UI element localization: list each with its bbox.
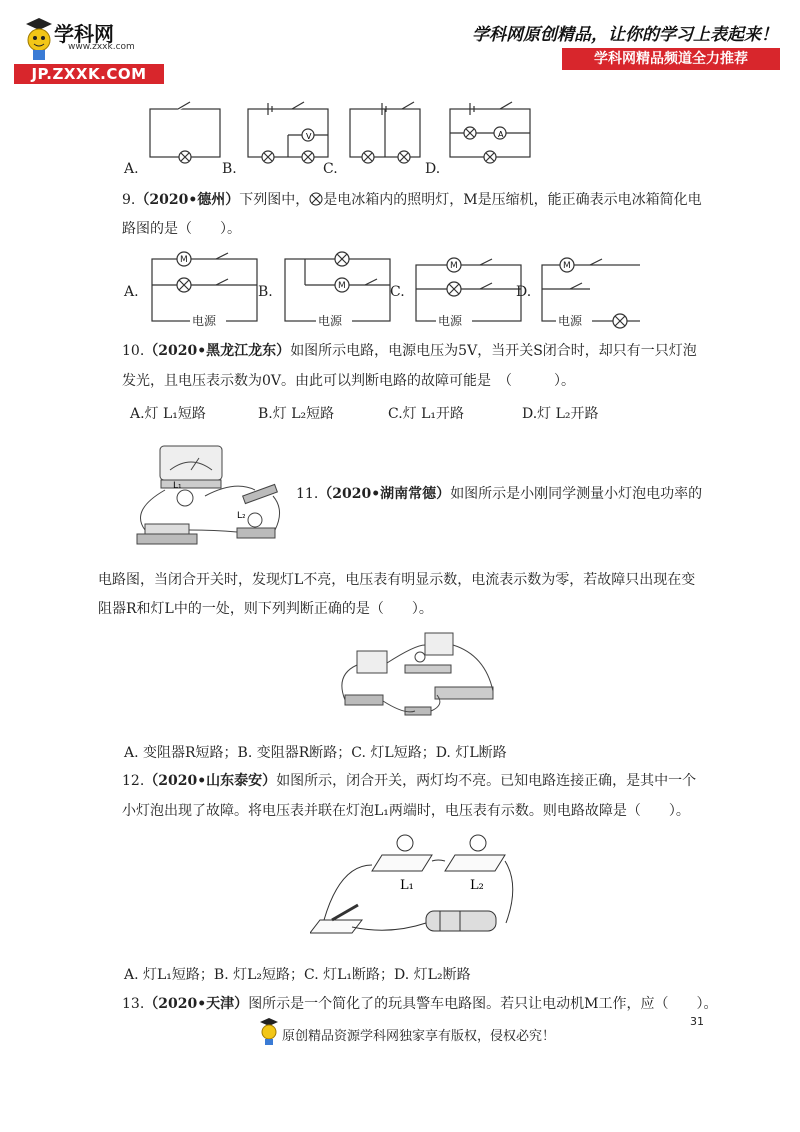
q9-line1: 9.（2020•德州）下列图中， 是电冰箱内的照明灯，M是压缩机，能正确表示电冰箱简化电 — [122, 192, 702, 208]
q10-option-d[interactable]: D.灯 L₂开路 — [522, 406, 599, 422]
footer-copyright: 原创精品资源学科网独家享有版权，侵权必究！ — [282, 1029, 556, 1044]
mascot-icon — [22, 14, 56, 62]
q8-option-b[interactable]: B. — [222, 161, 237, 177]
q12-answer-options[interactable]: A. 灯L₁短路；B. 灯L₂短路；C. 灯L₁断路；D. 灯L₂断路 — [124, 967, 471, 983]
q12-apparatus-figure — [310, 825, 525, 940]
q12-line2: 小灯泡出现了故障。将电压表并联在灯泡L₁两端时，电压表有示数。则电路故障是（ ）。 — [122, 803, 690, 819]
footer-mascot-icon — [258, 1016, 280, 1046]
q9-power-label-c: 电源 — [438, 314, 463, 328]
logo-url[interactable]: JP.ZXXK.COM — [14, 64, 164, 84]
header-tagline: 学科网精品频道全力推荐 — [562, 48, 780, 70]
q8-option-d[interactable]: D. — [425, 161, 441, 177]
q9-option-a[interactable]: A. — [124, 284, 139, 300]
q12-label-l1: L₁ — [400, 878, 414, 893]
q11-line1: 11.（2020•湖南常德）如图所示是小刚同学测量小灯泡电功率的 — [296, 486, 703, 502]
q10-line1: 10.（2020•黑龙江龙东）如图所示电路，电源电压为5V，当开关S闭合时，却只有一只灯泡 — [122, 343, 697, 359]
q9-option-d[interactable]: D. — [516, 284, 532, 300]
q10-label-l2: L₂ — [237, 511, 246, 521]
q10-option-a[interactable]: A.灯 L₁短路 — [130, 406, 206, 422]
q10-option-c[interactable]: C.灯 L₁开路 — [388, 406, 465, 422]
q9-line2: 路图的是（ ）。 — [122, 221, 241, 237]
q11-line3: 阻器R和灯L中的一处，则下列判断正确的是（ ）。 — [98, 601, 433, 617]
q13-line1: 13.（2020•天津）图所示是一个简化了的玩具警车电路图。若只让电动机M工作，应（ ）。 — [122, 996, 718, 1012]
q10-line2: 发光，且电压表示数为0V。由此可以判断电路的故障可能是 （ ）。 — [122, 373, 576, 389]
svg-text:A: A — [498, 130, 504, 139]
q9-option-c[interactable]: C. — [390, 284, 405, 300]
q11-line2: 电路图，当闭合开关时，发现灯L不亮，电压表有明显示数，电流表示数为零，若故障只出现在变 — [98, 572, 696, 588]
q11-answer-options[interactable]: A. 变阻器R短路；B. 变阻器R断路；C. 灯L短路；D. 灯L断路 — [124, 745, 507, 761]
q9-motor-label-c: M — [450, 261, 458, 271]
site-logo — [14, 14, 164, 83]
q12-line1: 12.（2020•山东泰安）如图所示，闭合开关，两灯均不亮。已知电路连接正确，是其中一个 — [122, 773, 697, 789]
page-number: 31 — [690, 1015, 704, 1028]
q9-power-label-a: 电源 — [192, 314, 217, 328]
q10-option-b[interactable]: B.灯 L₂短路 — [258, 406, 335, 422]
svg-text:V: V — [306, 132, 312, 141]
q9-circuit-diagrams — [120, 245, 640, 330]
q9-motor-label-d: M — [563, 261, 571, 271]
lamp-symbol-icon — [309, 192, 323, 206]
q12-label-l2: L₂ — [470, 878, 484, 893]
q10-label-l1: L₁ — [173, 481, 182, 491]
q9-power-label-b: 电源 — [318, 314, 343, 328]
q9-motor-label-b: M — [338, 281, 346, 291]
q9-motor-label-a: M — [180, 255, 188, 265]
logo-text: 学科网 — [54, 22, 114, 46]
header-slogan: 学科网原创精品，让你的学习上表起来！ — [472, 25, 778, 45]
q8-option-c[interactable]: C. — [323, 161, 338, 177]
q9-power-label-d: 电源 — [558, 314, 583, 328]
q10-apparatus-figure — [125, 440, 290, 550]
q11-apparatus-figure — [335, 625, 505, 720]
q9-option-b[interactable]: B. — [258, 284, 273, 300]
logo-subtext: www.zxxk.com — [68, 42, 135, 52]
q8-option-a[interactable]: A. — [124, 161, 139, 177]
